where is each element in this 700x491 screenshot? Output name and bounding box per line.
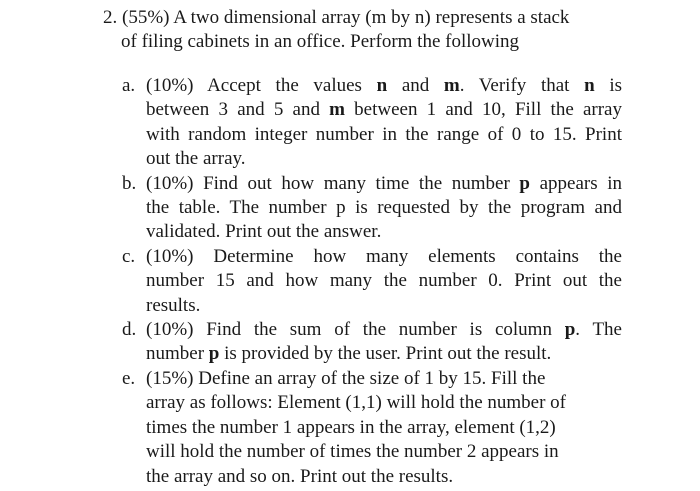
part-e-line-3: times the number 1 appears in the array, element (1,2) [146,416,556,438]
question-number: 2. [103,7,118,28]
part-e-line-1: (15%) Define an array of the size of 1 by 15. Fill the [146,367,546,389]
part-e-label: e. [122,367,136,389]
question-weight: (55%) [122,7,170,28]
part-b-line-2: the table. The number p is requested by the program and [146,197,622,219]
part-d-label: d. [122,319,137,341]
part-a-label: a. [122,75,136,96]
question-line-1 [103,6,663,30]
part-a-line-4: out the array. [146,148,246,170]
question-line-2: of filing cabinets in an office. Perform the following [121,31,520,52]
part-c-line-1: (10%) Determine how many elements contains the [146,245,622,267]
question-text-1: A two dimensional array (m by n) represents a stack [173,7,570,28]
part-e-line-2: array as follows: Element (1,1) will hold the number of [146,392,567,414]
parts-list [122,74,622,489]
part-a-line-1: (10%) Accept the values n and m. Verify that n is [146,75,622,96]
question-header [103,6,663,54]
part-d-line-1: (10%) Find the sum of the number is column p. The [146,319,622,341]
part-c-label: c. [122,245,136,267]
part-d-line-2: number p is provided by the user. Print out the result. [146,343,552,365]
part-e-line-4: will hold the number of times the number 2 appears in [146,441,559,463]
part-a-line-2: between 3 and 5 and m between 1 and 10, Fill the array [146,99,622,121]
part-b-label: b. [122,172,137,194]
part-c-line-3: results. [146,294,201,316]
part-b-line-1: (10%) Find out how many time the number p appears in [146,172,622,194]
part-c-line-2: number 15 and how many the number 0. Print out the [146,270,622,292]
part-d [122,318,622,367]
part-b [122,172,622,245]
part-e-line-5: the array and so on. Print out the results. [146,465,454,487]
part-e [122,367,622,489]
part-c [122,245,622,318]
part-a [122,74,622,172]
part-a-line-3: with random integer number in the range of 0 to 15. Print [146,123,622,145]
part-b-line-3: validated. Print out the answer. [146,221,382,243]
